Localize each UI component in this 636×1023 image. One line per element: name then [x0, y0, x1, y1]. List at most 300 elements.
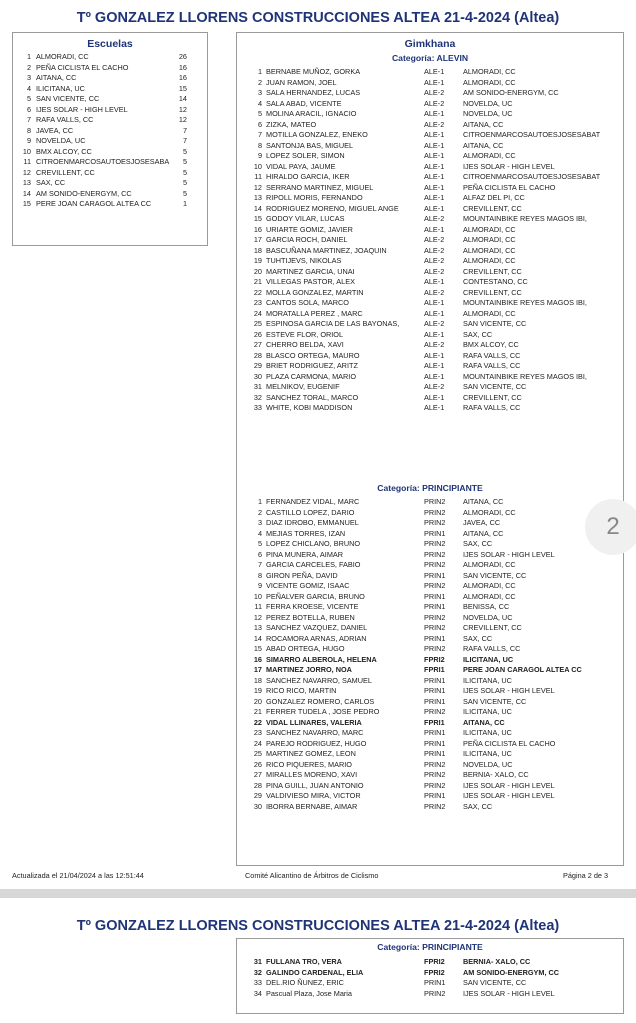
- rank-cell: 12: [253, 182, 262, 192]
- rider-name-cell: Pascual Plaza, Jose Maria: [266, 988, 352, 998]
- category-cell: PRIN1: [424, 602, 446, 611]
- club-cell: MOUNTAINBIKE REYES MAGOS IBI,: [463, 298, 587, 307]
- club-cell: ILICITANA, UC: [463, 675, 512, 685]
- category-cell: ALE-1: [424, 109, 445, 118]
- club-cell: MOUNTAINBIKE REYES MAGOS IBI,: [463, 371, 587, 381]
- table-row: [237, 770, 623, 781]
- club-cell: SAX, CC: [463, 329, 493, 339]
- club-cell: BMX ALCOY, CC: [463, 340, 519, 349]
- rank-cell: 29: [253, 791, 262, 800]
- club-cell: CREVILLENT, CC: [463, 623, 522, 632]
- rank-cell: 27: [253, 340, 262, 349]
- rider-name-cell: SANCHEZ TORAL, MARCO: [266, 392, 359, 402]
- club-name-cell: ALMORADI, CC: [36, 52, 89, 61]
- club-cell: ILICITANA, UC: [463, 728, 512, 737]
- club-cell: AITANA, CC: [463, 119, 504, 129]
- table-row: [17, 178, 203, 189]
- club-cell: ALMORADI, CC: [463, 224, 516, 234]
- club-cell: ALMORADI, CC: [463, 151, 516, 160]
- table-row: [17, 84, 203, 95]
- rider-name-cell: SANCHEZ NAVARRO, MARC: [266, 728, 364, 737]
- rank-cell: 2: [26, 62, 31, 72]
- rank-cell: 17: [253, 235, 262, 244]
- rank-cell: 5: [257, 109, 262, 118]
- category-cell: ALE-1: [424, 193, 445, 202]
- category-cell: ALE-1: [424, 329, 445, 339]
- rank-cell: 9: [26, 136, 31, 145]
- category-cell: ALE-2: [424, 245, 445, 255]
- rank-cell: 32: [253, 967, 262, 977]
- club-name-cell: SAX, CC: [36, 178, 66, 187]
- rank-cell: 34: [253, 988, 262, 998]
- category-cell: PRIN2: [424, 707, 446, 716]
- rank-cell: 23: [253, 298, 262, 307]
- rank-cell: 17: [253, 665, 262, 674]
- rider-name-cell: PEÑALVER GARCIA, BRUNO: [266, 591, 365, 601]
- club-name-cell: CITROENMARCOSAUTOESJOSESABA: [36, 157, 170, 166]
- category-cell: PRIN1: [424, 738, 446, 748]
- category-cell: PRIN2: [424, 759, 446, 769]
- table-row: [237, 403, 623, 414]
- rider-name-cell: SALA ABAD, VICENTE: [266, 98, 342, 108]
- club-cell: SAN VICENTE, CC: [463, 978, 527, 987]
- club-cell: SAN VICENTE, CC: [463, 382, 527, 391]
- category-cell: PRIN1: [424, 528, 446, 538]
- rank-cell: 3: [257, 518, 262, 527]
- category-cell: ALE-1: [424, 67, 445, 76]
- rank-cell: 15: [253, 644, 262, 653]
- club-name-cell: AM SONIDO-ENERGYM, CC: [36, 188, 132, 198]
- alevin-table: [237, 67, 623, 414]
- club-cell: MOUNTAINBIKE REYES MAGOS IBI,: [463, 214, 587, 223]
- table-row: [237, 592, 623, 603]
- category-cell: FPRI1: [424, 665, 445, 674]
- rank-cell: 19: [253, 256, 262, 265]
- rank-cell: 3: [257, 88, 262, 97]
- rank-cell: 8: [26, 125, 31, 135]
- points-cell: 12: [178, 115, 187, 124]
- rider-name-cell: MORATALLA PEREZ , MARC: [266, 308, 363, 318]
- club-cell: SAN VICENTE, CC: [463, 319, 527, 328]
- table-row: [237, 330, 623, 341]
- points-cell: 5: [182, 146, 187, 156]
- category-cell: PRIN2: [424, 560, 446, 569]
- club-cell: NOVELDA, UC: [463, 612, 513, 622]
- category-cell: PRIN1: [424, 791, 446, 800]
- table-row: [237, 602, 623, 613]
- table-row: [17, 126, 203, 137]
- page-indicator-badge[interactable]: 2: [585, 499, 636, 555]
- rank-cell: 4: [26, 83, 31, 93]
- rank-cell: 31: [253, 382, 262, 391]
- club-cell: SAX, CC: [463, 801, 493, 811]
- category-cell: ALE-1: [424, 161, 445, 171]
- club-name-cell: JAVEA, CC: [36, 125, 74, 135]
- rider-name-cell: PINA GUILL, JUAN ANTONIO: [266, 780, 364, 790]
- rider-name-cell: ABAD ORTEGA, HUGO: [266, 644, 345, 653]
- category-cell: ALE-1: [424, 172, 445, 181]
- category-cell: FPRI2: [424, 967, 445, 977]
- category-cell: FPRI1: [424, 717, 445, 727]
- rider-name-cell: VIDAL PAYA, JAUME: [266, 161, 336, 171]
- club-cell: IJES SOLAR - HIGH LEVEL: [463, 791, 555, 800]
- category-cell: ALE-1: [424, 308, 445, 318]
- category-cell: ALE-2: [424, 88, 445, 97]
- rider-name-cell: BERNABE MUÑOZ, GORKA: [266, 67, 361, 76]
- table-row: [237, 214, 623, 225]
- rank-cell: 18: [253, 245, 262, 255]
- rider-name-cell: VILLEGAS PASTOR, ALEX: [266, 277, 355, 286]
- rank-cell: 6: [257, 549, 262, 559]
- category-cell: PRIN2: [424, 770, 446, 779]
- rider-name-cell: MARTINEZ GARCIA, UNAI: [266, 266, 355, 276]
- rank-cell: 11: [254, 602, 262, 611]
- rider-name-cell: SERRANO MARTINEZ, MIGUEL: [266, 182, 374, 192]
- club-cell: IJES SOLAR - HIGH LEVEL: [463, 988, 555, 998]
- rank-cell: 20: [253, 266, 262, 276]
- club-name-cell: RAFA VALLS, CC: [36, 115, 94, 124]
- table-row: [17, 63, 203, 74]
- table-row: [237, 781, 623, 792]
- category-cell: PRIN2: [424, 801, 446, 811]
- rank-cell: 27: [253, 770, 262, 779]
- rider-name-cell: JUAN RAMON, JOEL: [266, 77, 337, 87]
- rider-name-cell: BRIET RODRIGUEZ, ARITZ: [266, 361, 358, 370]
- points-cell: 16: [178, 62, 187, 72]
- table-row: [237, 686, 623, 697]
- rider-name-cell: GARCIA CARCELES, FABIO: [266, 560, 361, 569]
- club-cell: ALMORADI, CC: [463, 256, 516, 265]
- rank-cell: 10: [253, 591, 262, 601]
- gimkhana-title: Gimkhana: [404, 38, 456, 50]
- category-cell: ALE-2: [424, 340, 445, 349]
- rider-name-cell: SALA HERNANDEZ, LUCAS: [266, 88, 361, 97]
- rider-name-cell: GIRON PEÑA, DAVID: [266, 570, 338, 580]
- rider-name-cell: GARCIA ROCH, DANIEL: [266, 235, 348, 244]
- rank-cell: 26: [253, 759, 262, 769]
- category-cell: PRIN2: [424, 780, 446, 790]
- club-cell: IJES SOLAR - HIGH LEVEL: [463, 549, 555, 559]
- club-cell: AITANA, CC: [463, 497, 504, 506]
- rank-cell: 8: [257, 140, 262, 150]
- club-cell: NOVELDA, UC: [463, 98, 513, 108]
- page-title: Tº GONZALEZ LLORENS CONSTRUCCIONES ALTEA 21-4-2024 (Altea): [76, 918, 560, 934]
- rank-cell: 12: [22, 167, 31, 177]
- category-cell: PRIN2: [424, 581, 446, 590]
- rank-cell: 6: [257, 119, 262, 129]
- category-cell: PRIN2: [424, 497, 446, 506]
- points-cell: 5: [182, 157, 187, 166]
- table-row: [237, 88, 623, 99]
- table-row: [237, 246, 623, 257]
- points-cell: 12: [178, 104, 187, 114]
- rank-cell: 13: [253, 193, 262, 202]
- club-cell: ALMORADI, CC: [463, 560, 516, 569]
- table-row: [237, 655, 623, 666]
- rank-cell: 25: [253, 319, 262, 328]
- rank-cell: 10: [253, 161, 262, 171]
- rider-name-cell: ESTEVE FLOR, ORIOL: [266, 329, 344, 339]
- table-row: [237, 957, 623, 968]
- escuelas-title: Escuelas: [87, 38, 133, 50]
- rank-cell: 28: [253, 780, 262, 790]
- category-cell: PRIN2: [424, 644, 446, 653]
- club-cell: ILICITANA, UC: [463, 749, 512, 758]
- points-cell: 5: [182, 167, 187, 177]
- club-cell: CITROENMARCOSAUTOESJOSESABAT: [463, 172, 601, 181]
- category-cell: PRIN2: [424, 549, 446, 559]
- category-cell: ALE-2: [424, 98, 445, 108]
- table-row: [237, 989, 623, 1000]
- table-row: [237, 728, 623, 739]
- rider-name-cell: SIMARRO ALBEROLA, HELENA: [266, 654, 377, 664]
- table-row: [17, 115, 203, 126]
- club-cell: AM SONIDO-ENERGYM, CC: [463, 967, 560, 977]
- table-row: [237, 193, 623, 204]
- points-cell: 5: [182, 188, 187, 198]
- rank-cell: 23: [253, 728, 262, 737]
- table-row: [237, 235, 623, 246]
- rank-cell: 1: [26, 52, 31, 61]
- category-cell: PRIN2: [424, 623, 446, 632]
- club-cell: CITROENMARCOSAUTOESJOSESABAT: [463, 130, 601, 139]
- principiante-table: [237, 497, 623, 812]
- club-cell: RAFA VALLS, CC: [463, 350, 521, 360]
- club-cell: BERNIA- XALO, CC: [463, 770, 529, 779]
- gimkhana-box: [236, 32, 624, 866]
- rider-name-cell: PLAZA CARMONA, MARIO: [266, 371, 357, 381]
- table-row: [237, 697, 623, 708]
- category-cell: PRIN1: [424, 749, 446, 758]
- rank-cell: 21: [253, 707, 262, 716]
- table-row: [237, 613, 623, 624]
- table-row: [237, 267, 623, 278]
- category-cell: ALE-1: [424, 298, 445, 307]
- category-cell: ALE-1: [424, 371, 445, 381]
- table-row: [237, 718, 623, 729]
- points-cell: 16: [178, 73, 187, 82]
- table-row: [17, 105, 203, 116]
- table-row: [17, 147, 203, 158]
- club-cell: CREVILLENT, CC: [463, 203, 522, 213]
- club-cell: PEÑA CICLISTA EL CACHO: [463, 182, 556, 192]
- category-cell: PRIN1: [424, 696, 446, 706]
- club-cell: SAN VICENTE, CC: [463, 570, 527, 580]
- category-cell: ALE-2: [424, 235, 445, 244]
- table-row: [237, 539, 623, 550]
- category-cell: PRIN1: [424, 978, 446, 987]
- rider-name-cell: MARTINEZ GOMEZ, LEON: [266, 749, 356, 758]
- table-row: [17, 136, 203, 147]
- rider-name-cell: PEREZ BOTELLA, RUBEN: [266, 612, 355, 622]
- rank-cell: 33: [253, 978, 262, 987]
- table-row: [237, 319, 623, 330]
- table-row: [17, 73, 203, 84]
- rider-name-cell: MIRALLES MORENO, XAVI: [266, 770, 358, 779]
- rider-name-cell: IBORRA BERNABE, AIMAR: [266, 801, 358, 811]
- table-row: [237, 361, 623, 372]
- club-cell: NOVELDA, UC: [463, 759, 513, 769]
- club-name-cell: AITANA, CC: [36, 73, 77, 82]
- rider-name-cell: WHITE, KOBI MADDISON: [266, 403, 353, 412]
- rank-cell: 4: [257, 528, 262, 538]
- table-row: [237, 256, 623, 267]
- rank-cell: 5: [257, 539, 262, 548]
- rider-name-cell: MOLINA ARACIL, IGNACIO: [266, 109, 357, 118]
- points-cell: 7: [182, 125, 187, 135]
- points-cell: 26: [178, 52, 187, 61]
- table-row: [237, 298, 623, 309]
- rank-cell: 7: [257, 130, 262, 139]
- rank-cell: 24: [253, 308, 262, 318]
- rank-cell: 16: [253, 654, 262, 664]
- rank-cell: 31: [253, 957, 262, 966]
- club-cell: SAN VICENTE, CC: [463, 696, 527, 706]
- rank-cell: 10: [22, 146, 31, 156]
- club-cell: CREVILLENT, CC: [463, 287, 522, 297]
- category-cell: PRIN2: [424, 518, 446, 527]
- rank-cell: 9: [257, 581, 262, 590]
- table-row: [237, 760, 623, 771]
- category-cell: FPRI2: [424, 654, 445, 664]
- rider-name-cell: ROCAMORA ARNAS, ADRIAN: [266, 633, 367, 643]
- rank-cell: 21: [253, 277, 262, 286]
- category-cell: ALE-1: [424, 151, 445, 160]
- rank-cell: 8: [257, 570, 262, 580]
- club-cell: ALMORADI, CC: [463, 67, 516, 76]
- rider-name-cell: RODRIGUEZ MORENO, MIGUEL ANGE: [266, 203, 399, 213]
- category-cell: ALE-1: [424, 182, 445, 192]
- rider-name-cell: SANCHEZ VAZQUEZ, DANIEL: [266, 623, 368, 632]
- club-cell: NOVELDA, UC: [463, 109, 513, 118]
- points-cell: 1: [182, 199, 187, 208]
- table-row: [237, 393, 623, 404]
- table-row: [237, 676, 623, 687]
- rider-name-cell: VALDIVIESO MIRA, VICTOR: [266, 791, 361, 800]
- category-cell: PRIN2: [424, 988, 446, 998]
- rank-cell: 22: [253, 717, 262, 727]
- club-name-cell: PERE JOAN CARAGOL ALTEA CC: [36, 199, 152, 208]
- club-cell: ALMORADI, CC: [463, 77, 516, 87]
- category-cell: FPRI2: [424, 957, 445, 966]
- rider-name-cell: BLASCO ORTEGA, MAURO: [266, 350, 360, 360]
- table-row: [237, 99, 623, 110]
- rank-cell: 15: [253, 214, 262, 223]
- rank-cell: 1: [257, 497, 262, 506]
- table-row: [237, 802, 623, 813]
- rider-name-cell: SANTONJA BAS, MIGUEL: [266, 140, 354, 150]
- rider-name-cell: DIAZ IDROBO, EMMANUEL: [266, 518, 359, 527]
- rank-cell: 22: [253, 287, 262, 297]
- rank-cell: 7: [257, 560, 262, 569]
- rider-name-cell: ZIZKA, MATEO: [266, 119, 317, 129]
- category-cell: ALE-2: [424, 214, 445, 223]
- category-cell: ALE-1: [424, 277, 445, 286]
- points-cell: 14: [178, 94, 187, 103]
- club-cell: ALMORADI, CC: [463, 235, 516, 244]
- principiante-table-continued: [237, 957, 623, 999]
- club-cell: CREVILLENT, CC: [463, 266, 522, 276]
- category-cell: PRIN2: [424, 539, 446, 548]
- table-row: [237, 204, 623, 215]
- rank-cell: 30: [253, 801, 262, 811]
- table-row: [237, 623, 623, 634]
- table-row: [17, 189, 203, 200]
- club-cell: AITANA, CC: [463, 717, 505, 727]
- category-cell: ALE-1: [424, 203, 445, 213]
- club-name-cell: NOVELDA, UC: [36, 136, 86, 145]
- table-row: [237, 739, 623, 750]
- rank-cell: 19: [253, 686, 262, 695]
- table-row: [237, 382, 623, 393]
- club-cell: CREVILLENT, CC: [463, 392, 522, 402]
- category-cell: PRIN2: [424, 507, 446, 517]
- rank-cell: 3: [26, 73, 31, 82]
- rank-cell: 28: [253, 350, 262, 360]
- rider-name-cell: RICO PIQUERES, MARIO: [266, 759, 352, 769]
- category-cell: PRIN1: [424, 728, 446, 737]
- table-row: [237, 172, 623, 183]
- category-cell: ALE-2: [424, 319, 445, 328]
- club-name-cell: CREVILLENT, CC: [36, 167, 95, 177]
- club-cell: RAFA VALLS, CC: [463, 361, 521, 370]
- table-row: [237, 497, 623, 508]
- rider-name-cell: SANCHEZ NAVARRO, SAMUEL: [266, 675, 372, 685]
- table-row: [237, 978, 623, 989]
- rider-name-cell: VIDAL LLINARES, VALERIA: [266, 717, 362, 727]
- table-row: [237, 560, 623, 571]
- rank-cell: 26: [253, 329, 262, 339]
- club-cell: IJES SOLAR - HIGH LEVEL: [463, 686, 555, 695]
- club-cell: ALMORADI, CC: [463, 507, 516, 517]
- club-cell: RAFA VALLS, CC: [463, 403, 521, 412]
- category-cell: PRIN1: [424, 633, 446, 643]
- table-row: [237, 634, 623, 645]
- club-cell: ALMORADI, CC: [463, 245, 516, 255]
- principiante-category-label: Categoría: PRINCIPIANTE: [377, 483, 483, 493]
- rank-cell: 13: [253, 623, 262, 632]
- table-row: [237, 571, 623, 582]
- table-row: [237, 518, 623, 529]
- table-row: [237, 109, 623, 120]
- rider-name-cell: FERNANDEZ VIDAL, MARC: [266, 497, 360, 506]
- rider-name-cell: CHERRO BELDA, XAVI: [266, 340, 344, 349]
- table-row: [17, 157, 203, 168]
- category-cell: ALE-2: [424, 256, 445, 265]
- rider-name-cell: HIRALDO GARCIA, IKER: [266, 172, 350, 181]
- table-row: [237, 529, 623, 540]
- rank-cell: 14: [22, 188, 31, 198]
- club-name-cell: ILICITANA, UC: [36, 83, 85, 93]
- rider-name-cell: TUHTIJEVS, NIKOLAS: [266, 256, 342, 265]
- table-row: [237, 183, 623, 194]
- table-row: [237, 151, 623, 162]
- category-cell: ALE-1: [424, 130, 445, 139]
- rank-cell: 12: [253, 612, 262, 622]
- table-row: [17, 199, 203, 210]
- category-cell: ALE-1: [424, 392, 445, 402]
- table-row: [237, 78, 623, 89]
- rider-name-cell: ESPINOSA GARCIA DE LAS BAYONAS,: [266, 319, 400, 328]
- committee-name: Comité Alicantino de Árbitros de Ciclismo: [245, 871, 379, 880]
- club-cell: PERE JOAN CARAGOL ALTEA CC: [463, 665, 582, 674]
- rider-name-cell: GODOY VILAR, LUCAS: [266, 214, 345, 223]
- rank-cell: 33: [253, 403, 262, 412]
- rider-name-cell: URIARTE GOMIZ, JAVIER: [266, 224, 353, 234]
- rider-name-cell: LOPEZ SOLER, SIMON: [266, 151, 345, 160]
- rider-name-cell: CASTILLO LOPEZ, DARIO: [266, 507, 355, 517]
- rank-cell: 14: [253, 633, 262, 643]
